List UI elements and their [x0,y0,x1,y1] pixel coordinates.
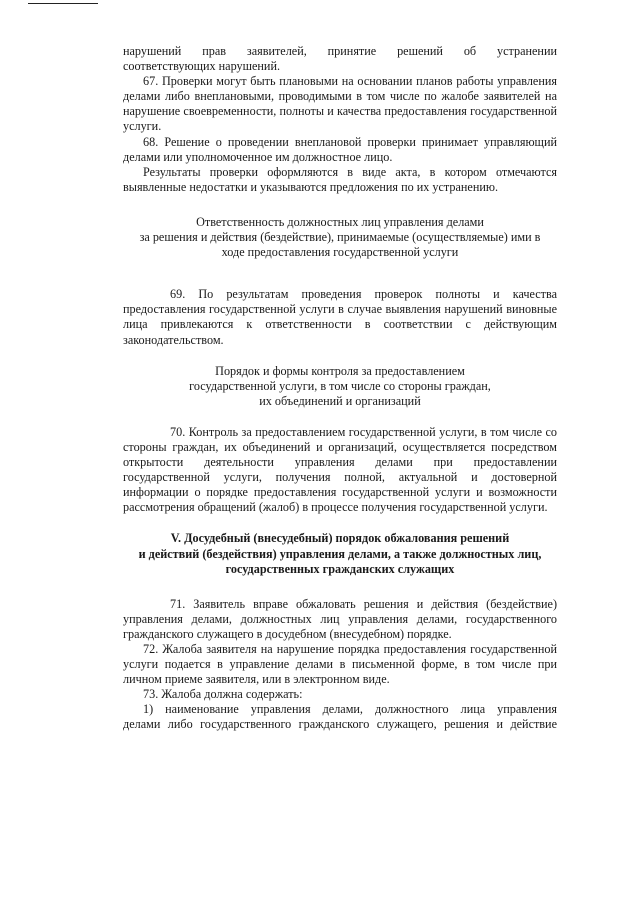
heading-responsibility-line1: Ответственность должностных лиц управления делами [196,214,484,229]
paragraph-68: 68. Решение о проведении внеплановой проверки принимает управляющий делами или уполномоченное им должностное лицо. [123,134,557,164]
paragraph-71: 71. Заявитель вправе обжаловать решения и действия (бездействие) управления делами, должностных лиц управления делами, государственного гражданского служащего в досудебном (внесудебном) порядке. [123,596,557,641]
paragraph-72: 72. Жалоба заявителя на нарушение порядка предоставления государственной услуги подается в управление делами в письменной форме, в том числе при личном приеме заявителя, или в электронном виде. [123,642,557,687]
top-edge-rule [28,3,98,4]
section-5-title-line1: V. Досудебный (внесудебный) порядок обжалования решений [170,531,510,546]
section-5-title-line3: государственных гражданских служащих [225,561,455,576]
paragraph-73: 73. Жалоба должна содержать: [143,687,303,702]
heading-control-line1: Порядок и формы контроля за предоставлением [215,363,465,378]
heading-responsibility-line3: ходе предоставления государственной услуги [221,245,459,260]
section-5-title-line2: и действий (бездействия) управления делами, а также должностных лиц, [138,546,542,561]
paragraph-intro-line2: соответствующих нарушений. [123,59,281,74]
paragraph-70: 70. Контроль за предоставлением государственной услуги, в том числе со стороны граждан, их объединений и организаций, осуществляется посредством открытости деятельности управления делами при предоставлении государственной услуги, получения полной, актуальной и достоверной информации о порядке предоставления государственной услуги и возможности рассмотрения обращений (жалоб) в процессе получения государственной услуги. [123,424,557,515]
document-body [123,44,557,733]
paragraph-73-item1-line1: 1) наименование управления делами, должностного лица управления [143,702,557,717]
heading-control-line2: государственной услуги, в том числе со стороны граждан, [189,378,491,393]
paragraph-intro-line1: нарушений прав заявителей, принятие решений об устранении [123,44,557,58]
paragraph-69: 69. По результатам проведения проверок полноты и качества предоставления государственной услуги в случае выявления нарушений виновные лица привлекаются к ответственности в соответствии с действующим законодательством. [123,287,557,347]
heading-responsibility-line2: за решения и действия (бездействие), принимаемые (осуществляемые) ими в [139,230,541,245]
paragraph-results: Результаты проверки оформляются в виде акта, в котором отмечаются выявленные недостатки и указываются предложения по их устранению. [123,164,557,194]
paragraph-73-item1-line2: делами либо государственного гражданского служащего, решения и действие [123,717,557,732]
heading-control-line3: их объединений и организаций [259,393,421,408]
paragraph-67: 67. Проверки могут быть плановыми на основании планов работы управления делами либо внеплановыми, проводимыми в том числе по жалобе заявителей на нарушение своевременности, полноты и качества предоставления государственной услуги. [123,74,557,134]
